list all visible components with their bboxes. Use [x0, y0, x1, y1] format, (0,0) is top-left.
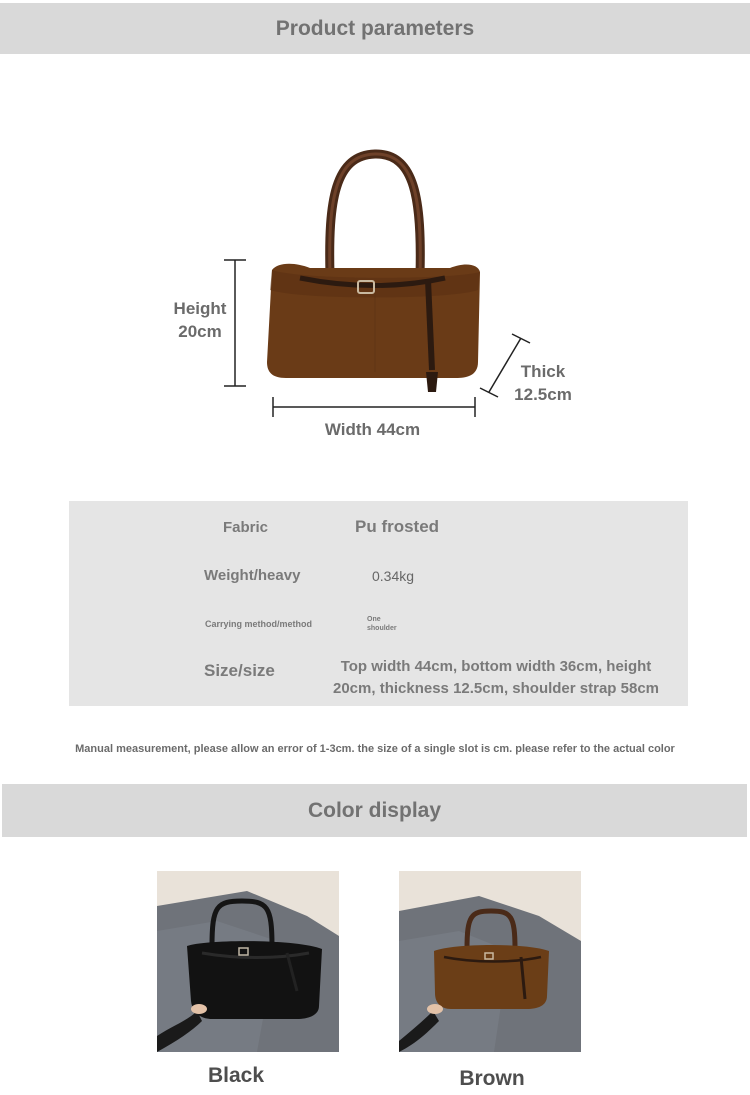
height-label: [165, 297, 235, 343]
height-label-text: Height: [173, 299, 227, 318]
section-title-text: Color display: [307, 798, 442, 822]
color-name-black: Black: [207, 1064, 265, 1087]
color-swatch-black[interactable]: [157, 871, 339, 1052]
measurement-note: Manual measurement, please allow an error of 1-3cm. the size of a single slot is cm. please refer to the actual color: [75, 743, 675, 755]
section-title-text: Product parameters: [275, 16, 475, 40]
thick-value-text: 12.5cm: [514, 385, 572, 404]
spec-value-carrying-line1: One: [367, 616, 381, 623]
color-swatch-brown[interactable]: [399, 871, 581, 1052]
spec-label-weight: Weight/heavy: [204, 567, 301, 584]
product-dimension-figure: [160, 140, 590, 460]
spec-label-carrying: Carrying method/method: [205, 619, 313, 629]
spec-table: [69, 501, 688, 706]
bag-photo-black: [157, 871, 339, 1052]
bag-photo-brown: [399, 871, 581, 1052]
spec-value-weight: 0.34kg: [372, 568, 415, 584]
spec-value-carrying: [367, 615, 397, 633]
thick-label-text: Thick: [520, 362, 566, 381]
thick-label: [505, 360, 581, 406]
section-title-color-display: [2, 784, 747, 837]
spec-label-size: Size/size: [204, 661, 275, 680]
spec-value-fabric: Pu frosted: [355, 517, 440, 536]
spec-value-size: [315, 656, 677, 700]
section-title-product-parameters: [0, 3, 750, 54]
color-name-brown: Brown: [459, 1067, 525, 1090]
width-label: Width 44cm: [324, 420, 421, 439]
height-value-text: 20cm: [178, 322, 222, 341]
spec-value-size-line2: 20cm, thickness 12.5cm, shoulder strap 58cm: [333, 680, 659, 697]
spec-value-carrying-line2: shoulder: [367, 625, 397, 632]
spec-value-size-line1: Top width 44cm, bottom width 36cm, height: [340, 658, 652, 675]
spec-label-fabric: Fabric: [223, 519, 269, 536]
